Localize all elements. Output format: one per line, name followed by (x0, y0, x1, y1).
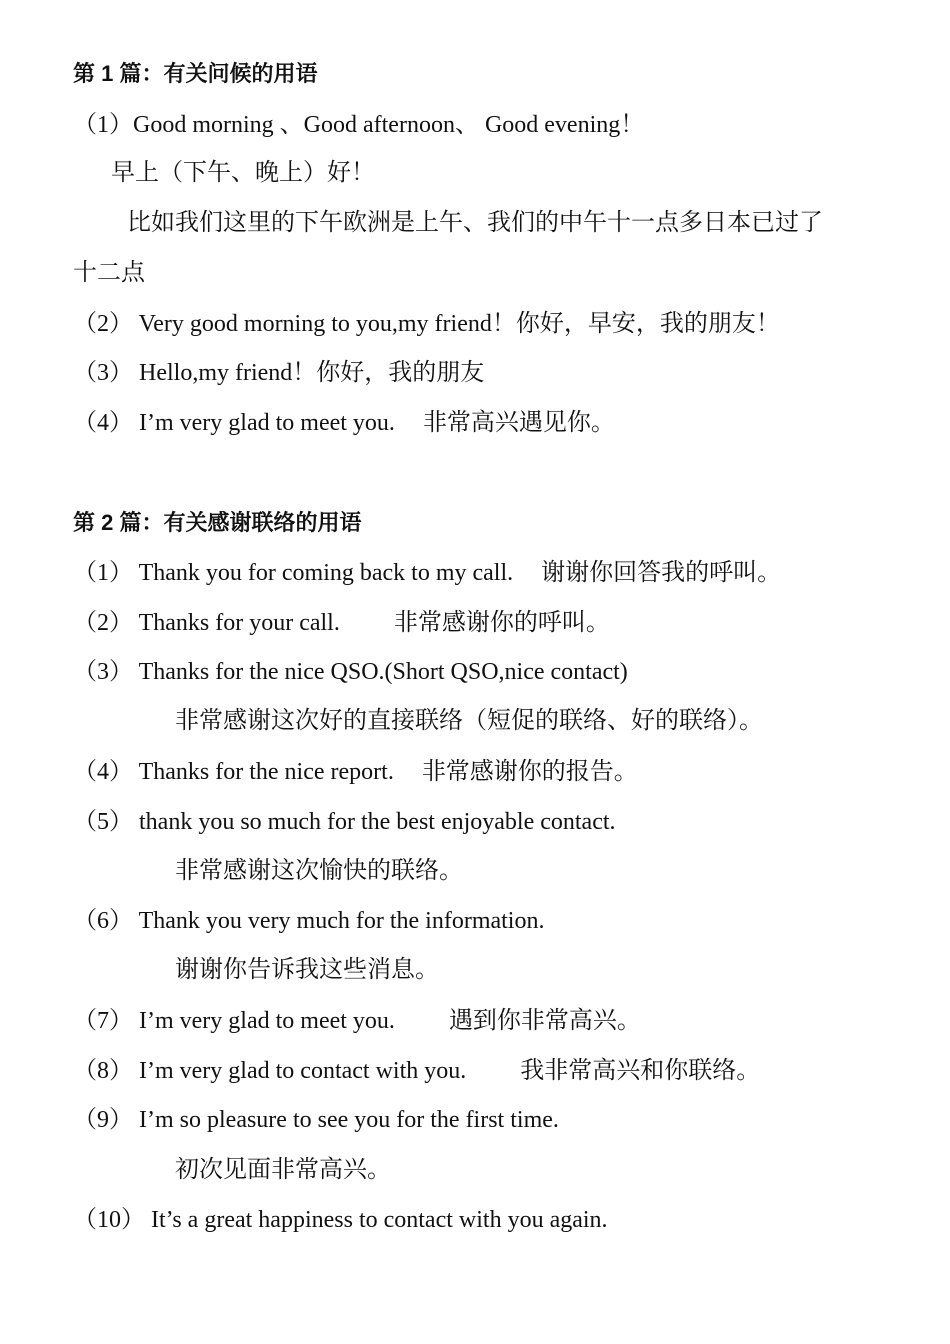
chinese-text: 我非常高兴和你联络。 (520, 1058, 761, 1084)
s1-item-4 (73, 408, 615, 438)
english-text: I’m very glad to contact with you. (139, 1058, 467, 1084)
s1-item-1 (73, 110, 644, 140)
s1-note-line-1: 比如我们这里的下午欧洲是上午、我们的中午十一点多日本已过了 (127, 210, 823, 236)
s2-item-3-translation: 非常感谢这次好的直接联络（短促的联络、好的联络）。 (175, 708, 763, 734)
chinese-text: 非常感谢你的报告。 (421, 759, 638, 785)
s2-item-9-translation: 初次见面非常高兴。 (175, 1157, 391, 1183)
item-number: （5） (73, 809, 133, 835)
s2-item-5-translation: 非常感谢这次愉快的联络。 (175, 858, 463, 884)
english-text: Thank you very much for the information. (138, 908, 545, 934)
english-text: I’m very glad to meet you. (139, 410, 395, 436)
english-text: I’m very glad to meet you. (139, 1008, 395, 1034)
chinese-text: 非常感谢你的呼叫。 (393, 610, 610, 636)
s2-item-3 (73, 657, 628, 687)
s2-item-2 (73, 608, 610, 638)
s2-item-10 (73, 1205, 608, 1235)
english-text: Thanks for the nice QSO.(Short QSO,nice contact) (138, 659, 628, 685)
s2-item-6-translation: 谢谢你告诉我这些消息。 (175, 957, 439, 983)
item-number: （6） (73, 908, 133, 934)
item-number: （1） (73, 560, 133, 586)
english-text: Thanks for your call. (138, 610, 340, 636)
s2-item-7 (73, 1006, 641, 1036)
item-number: （4） (73, 759, 133, 785)
s1-note-line-2: 十二点 (73, 260, 145, 286)
s1-item-3 (73, 358, 484, 388)
english-text: Good morning 、Good afternoon、 Good evening！ (133, 112, 645, 138)
chinese-text: 谢谢你回答我的呼叫。 (541, 560, 782, 586)
item-number: （2） (73, 610, 133, 636)
item-number: （2） (73, 311, 133, 337)
item-number: （1） (73, 112, 133, 138)
english-text: It’s a great happiness to contact with you again. (151, 1207, 608, 1233)
english-text: thank you so much for the best enjoyable contact. (139, 809, 616, 835)
s2-item-5 (73, 807, 616, 837)
s2-item-9 (73, 1105, 559, 1135)
english-text: Very good morning to you,my friend！ (138, 311, 516, 337)
chinese-text: 你好，早安，我的朋友！ (515, 311, 780, 337)
item-number: （9） (73, 1107, 133, 1133)
s2-item-6 (73, 906, 544, 936)
english-text: Hello,my friend！ (139, 360, 317, 386)
section-1-heading: 第 1 篇：有关问候的用语 (73, 61, 318, 86)
item-number: （10） (73, 1207, 145, 1233)
s2-item-4 (73, 757, 638, 787)
chinese-text: 遇到你非常高兴。 (448, 1008, 641, 1034)
s1-item-2 (73, 309, 780, 339)
english-text: I’m so pleasure to see you for the first time. (139, 1107, 559, 1133)
item-number: （3） (73, 360, 133, 386)
item-number: （7） (73, 1008, 133, 1034)
s1-item-1-translation: 早上（下午、晚上）好！ (111, 160, 375, 186)
chinese-text: 你好，我的朋友 (316, 360, 485, 386)
s2-item-8 (73, 1056, 760, 1086)
section-2-heading: 第 2 篇：有关感谢联络的用语 (73, 510, 362, 535)
chinese-text: 非常高兴遇见你。 (422, 410, 615, 436)
english-text: Thank you for coming back to my call. (138, 560, 514, 586)
s2-item-1 (73, 558, 781, 588)
item-number: （3） (73, 659, 133, 685)
english-text: Thanks for the nice report. (138, 759, 394, 785)
item-number: （8） (73, 1058, 133, 1084)
item-number: （4） (73, 410, 133, 436)
